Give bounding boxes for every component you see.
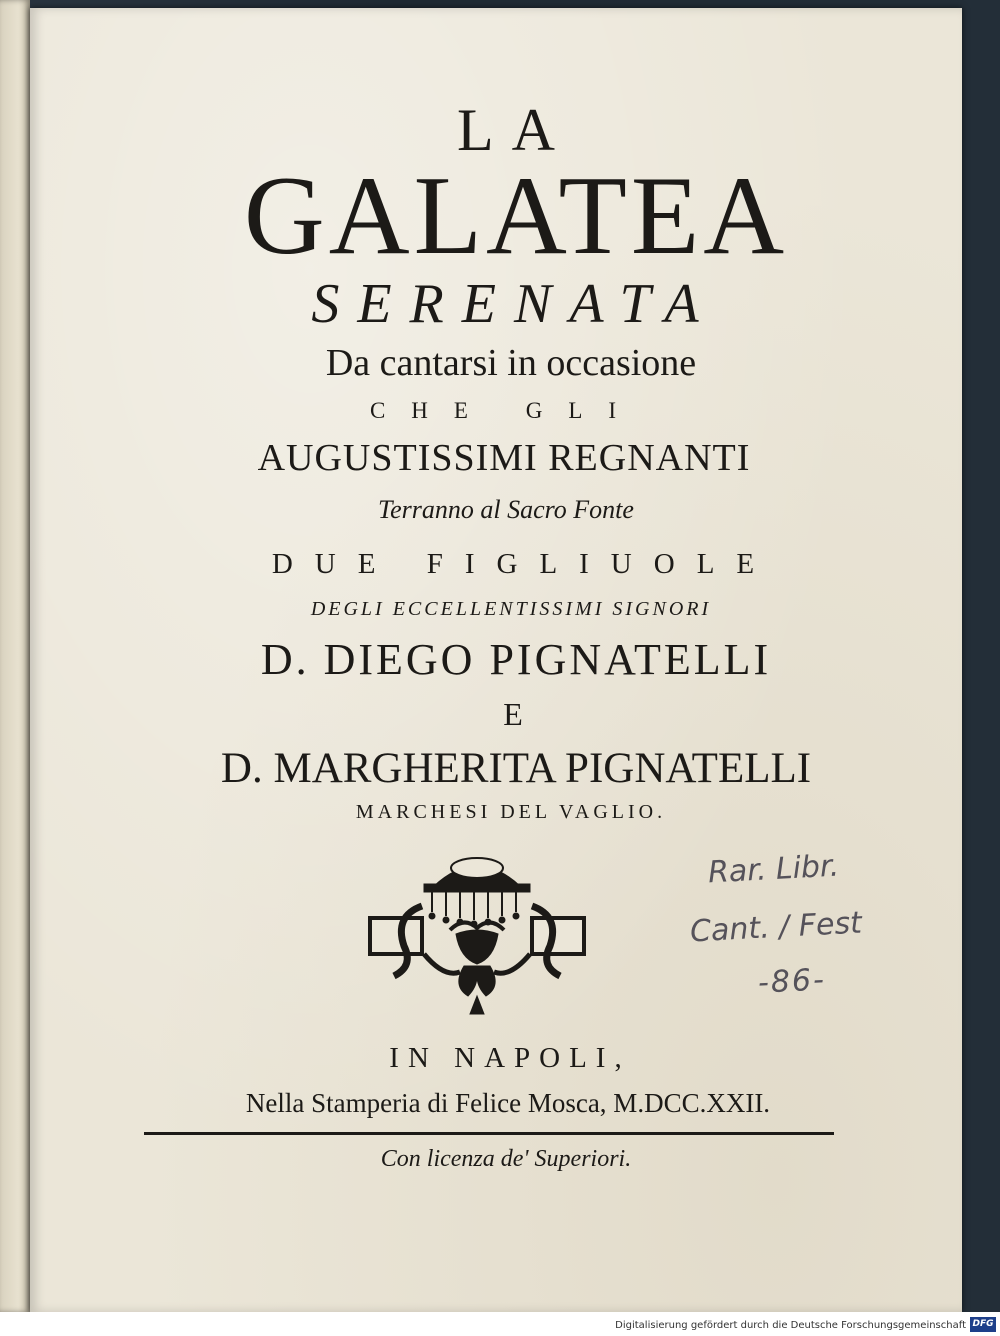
signori-line: DEGLI ECCELLENTISSIMI SIGNORI — [310, 598, 712, 620]
shelfmark-line-1: Rar. Libr. — [707, 848, 840, 891]
title-page — [30, 8, 962, 1312]
imprint-rule — [144, 1132, 834, 1135]
marchesi-line: MARCHESI DEL VAGLIO. — [355, 801, 667, 823]
subtitle: SERENATA — [311, 273, 717, 335]
dfg-logo-icon[interactable]: DFG — [970, 1317, 996, 1332]
margherita-line: D. MARGHERITA PIGNATELLI — [220, 745, 812, 792]
footer-bar — [0, 1312, 1000, 1336]
funding-credit: Digitalisierung gefördert durch die Deutsche Forschungsgemeinschaft — [615, 1320, 966, 1331]
title-article: LA — [457, 97, 573, 163]
regnanti-line: AUGUSTISSIMI REGNANTI — [257, 437, 751, 479]
previous-leaf-edge — [0, 0, 30, 1312]
handwritten-shelfmark — [680, 840, 930, 1030]
diego-line: D. DIEGO PIGNATELLI — [260, 635, 772, 684]
shelfmark-line-3: -86- — [757, 962, 827, 1001]
imprint-license: Con licenza de' Superiori. — [380, 1146, 632, 1172]
fonte-line: Terranno al Sacro Fonte — [378, 495, 634, 524]
conjunction-line: E — [503, 696, 523, 732]
imprint-place: IN NAPOLI, — [389, 1042, 631, 1074]
figliuole-line: DUE FIGLIUOLE — [271, 548, 777, 580]
shelfmark-line-2: Cant. / Fest — [689, 905, 863, 950]
imprint-printer: Nella Stamperia di Felice Mosca, M.DCC.XXII. — [245, 1088, 771, 1118]
printer-ornament-icon — [364, 846, 590, 1016]
che-gli-line: CHE GLI — [369, 398, 643, 423]
main-title: GALATEA — [243, 154, 789, 278]
occasion-line: Da cantarsi in occasione — [325, 342, 697, 384]
